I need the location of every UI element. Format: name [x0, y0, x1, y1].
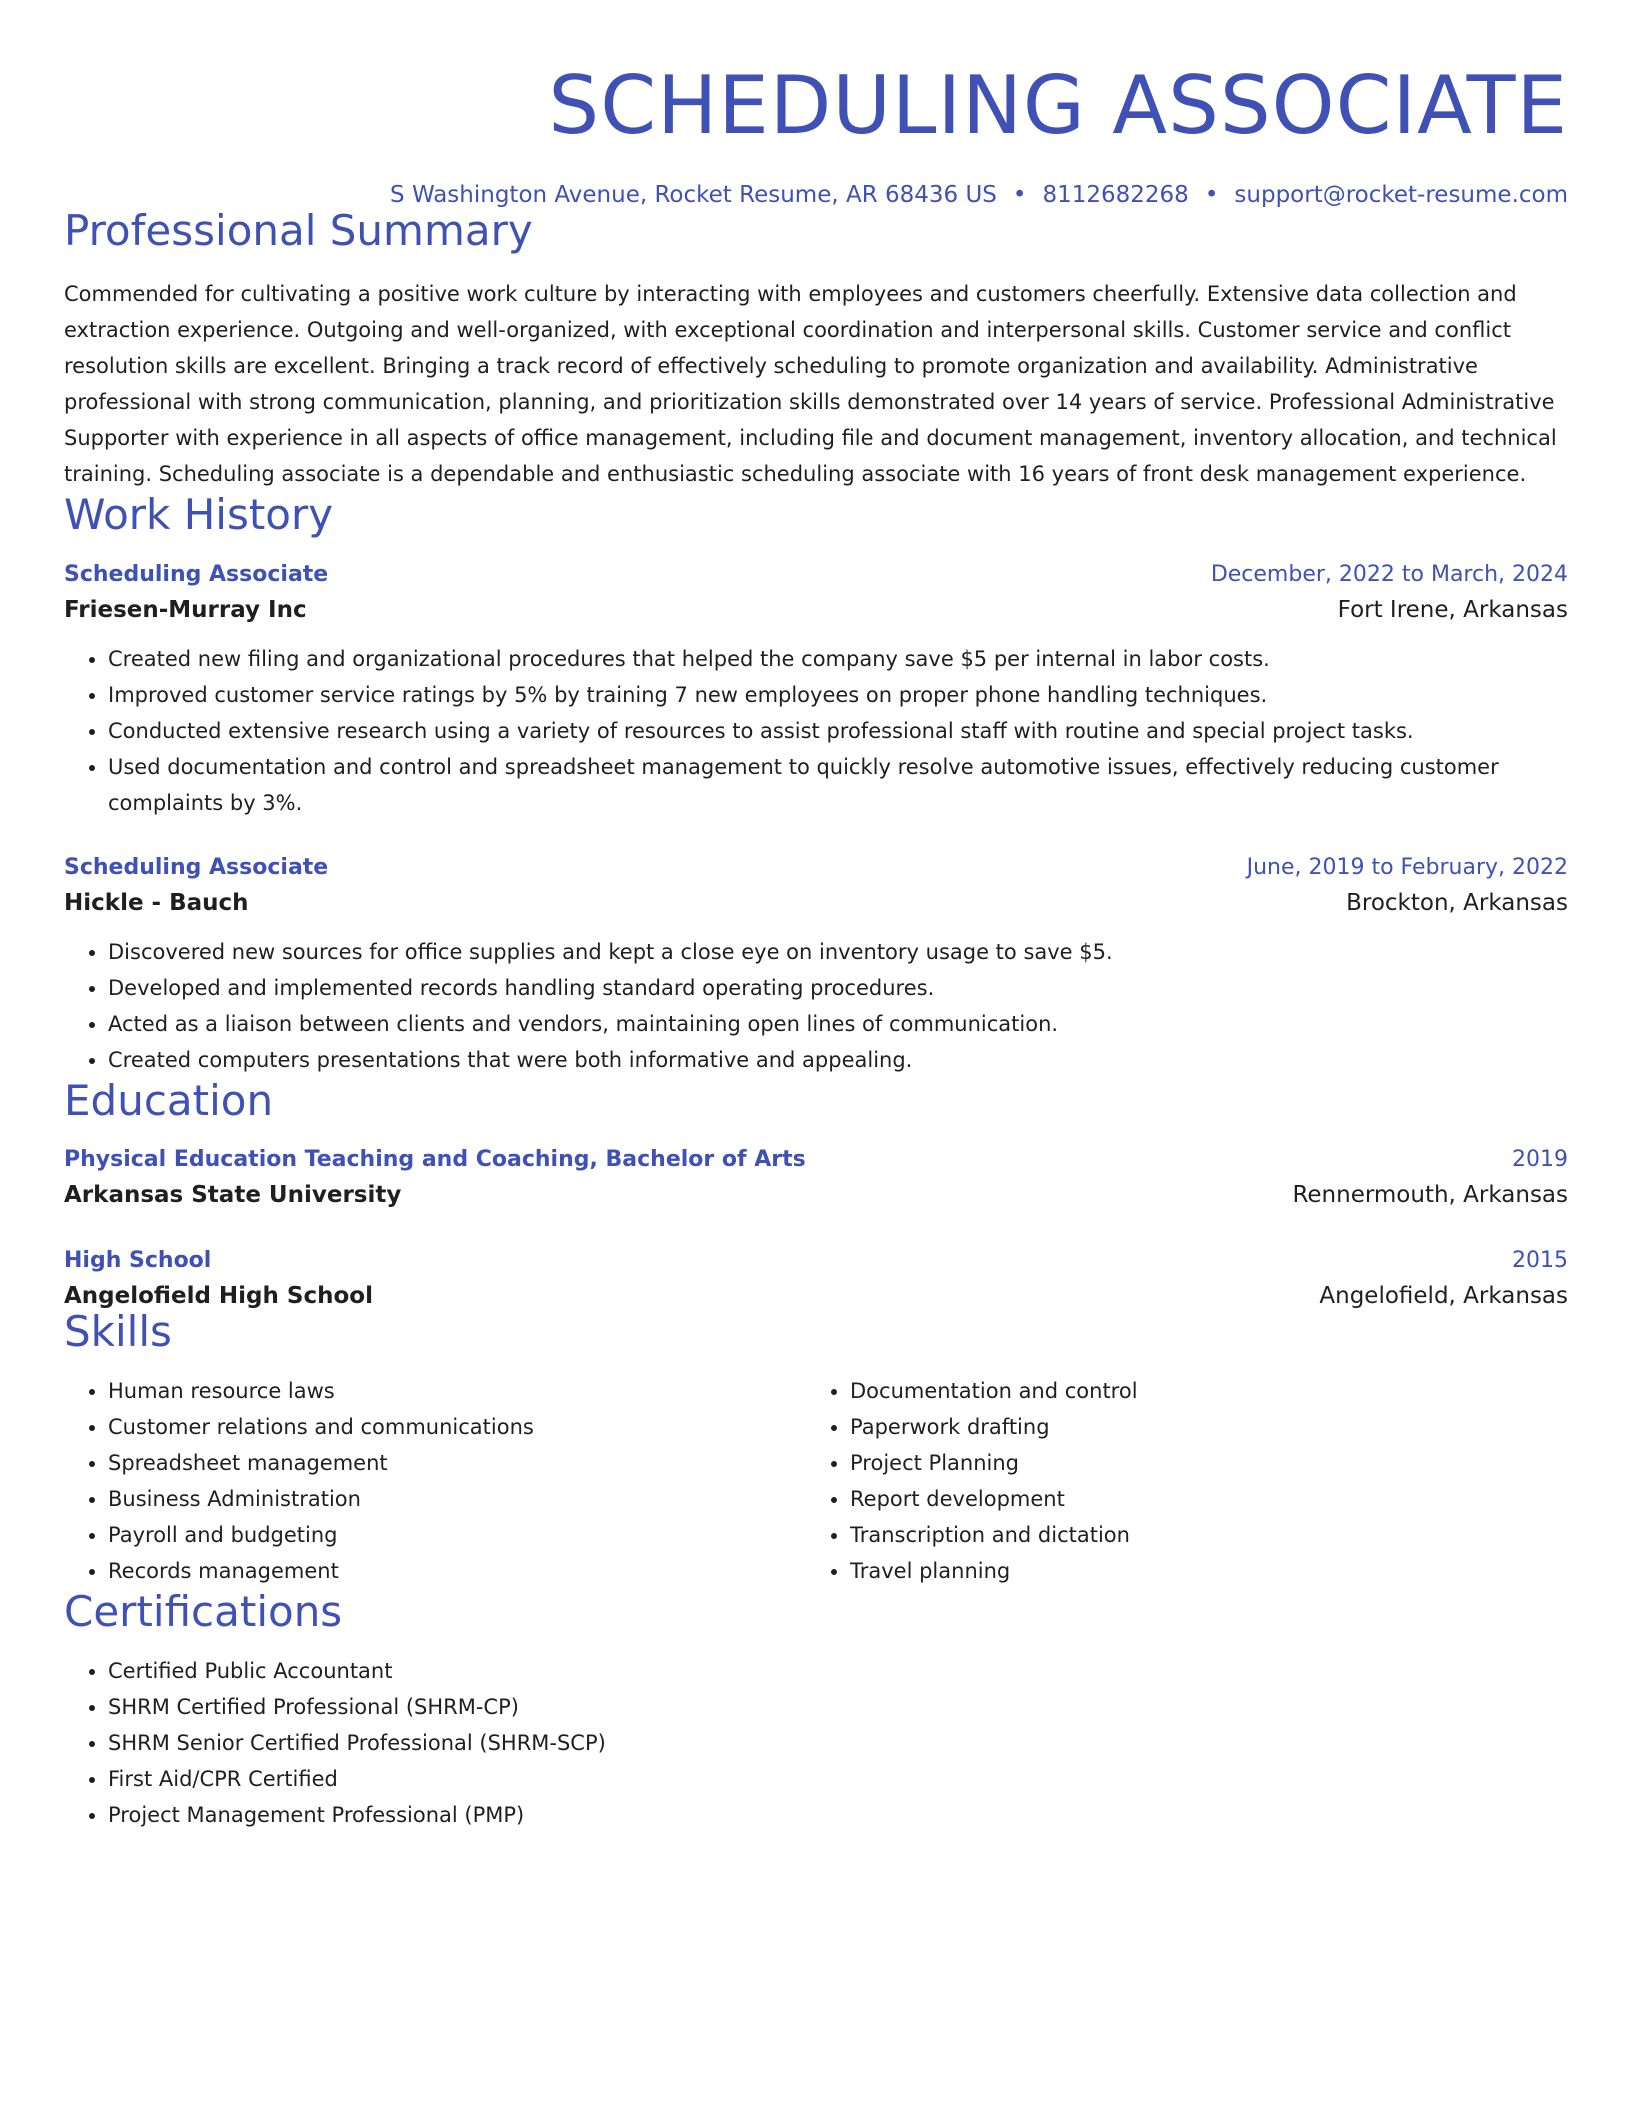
list-item: • SHRM Certified Professional (SHRM-CP): [108, 1689, 1568, 1725]
job-dates: December, 2022 to March, 2024: [1210, 562, 1568, 588]
education-location: Rennermouth, Arkansas: [1292, 1181, 1568, 1208]
job-entry: [64, 855, 1568, 1078]
job-company: Hickle - Bauch: [64, 890, 249, 917]
education-entry: [64, 1147, 1568, 1208]
contact-separator: •: [1012, 182, 1027, 208]
job-entry: [64, 562, 1568, 821]
contact-phone: 8112682268: [1042, 182, 1189, 208]
certifications-list: [64, 1653, 1568, 1833]
job-bullets: [64, 934, 1568, 1078]
education-school: Angelofield High School: [64, 1282, 373, 1309]
list-item: • Acted as a liaison between clients and vendors, maintaining open lines of communication.: [108, 1006, 1568, 1042]
job-dates: June, 2019 to February, 2022: [1246, 855, 1568, 881]
list-item: • Report development: [850, 1481, 1568, 1517]
contact-separator: •: [1204, 182, 1219, 208]
certifications-heading: Certifications: [64, 1586, 343, 1636]
list-item: • Discovered new sources for office supplies and kept a close eye on inventory usage to save $5.: [108, 934, 1568, 970]
skills-column-left: [64, 1373, 826, 1589]
list-item: • Conducted extensive research using a variety of resources to assist professional staff with routine and special project tasks.: [108, 713, 1568, 749]
list-item: • SHRM Senior Certified Professional (SHRM-SCP): [108, 1725, 1568, 1761]
education-degree: High School: [64, 1247, 212, 1273]
list-item: • Human resource laws: [108, 1373, 826, 1409]
job-title: Scheduling Associate: [64, 855, 329, 881]
job-bullets: [64, 641, 1568, 821]
skills-heading: Skills: [64, 1306, 172, 1356]
list-item: • Created new filing and organizational procedures that helped the company save $5 per internal in labor costs.: [108, 641, 1568, 677]
page-title: SCHEDULING ASSOCIATE: [548, 59, 1568, 152]
summary-heading: Professional Summary: [64, 206, 533, 255]
education-year: 2019: [1512, 1146, 1568, 1172]
contact-line: [64, 182, 1568, 208]
list-item: • Created computers presentations that were both informative and appealing.: [108, 1042, 1568, 1078]
list-item: • Used documentation and control and spreadsheet management to quickly resolve automotive issues, effectively reducing customer complaints by 3%.: [108, 749, 1568, 821]
education-year: 2015: [1512, 1247, 1568, 1273]
list-item: • Documentation and control: [850, 1373, 1568, 1409]
contact-address: S Washington Avenue, Rocket Resume, AR 68436 US: [390, 182, 997, 208]
list-item: • Travel planning: [850, 1553, 1568, 1589]
job-company: Friesen-Murray Inc: [64, 597, 307, 624]
list-item: • Developed and implemented records handling standard operating procedures.: [108, 970, 1568, 1006]
education-degree: Physical Education Teaching and Coaching, Bachelor of Arts: [64, 1146, 806, 1172]
list-item: • Project Planning: [850, 1445, 1568, 1481]
list-item: • Paperwork drafting: [850, 1409, 1568, 1445]
list-item: • Customer relations and communications: [108, 1409, 826, 1445]
list-item: • Transcription and dictation: [850, 1517, 1568, 1553]
job-location: Brockton, Arkansas: [1346, 890, 1568, 917]
job-location: Fort Irene, Arkansas: [1337, 597, 1568, 624]
job-title: Scheduling Associate: [64, 562, 329, 588]
skills-column-right: [826, 1373, 1568, 1589]
list-item: • Business Administration: [108, 1481, 826, 1517]
education-entry: [64, 1248, 1568, 1309]
list-item: • Records management: [108, 1553, 826, 1589]
education-heading: Education: [64, 1076, 274, 1126]
education-location: Angelofield, Arkansas: [1319, 1282, 1568, 1309]
summary-text: Commended for cultivating a positive work culture by interacting with employees and customers cheerfully. Extensive data collection and extraction experience. Outgoing and well-organized, with exceptional coordination and interpersonal skills. Customer service and conflict resolution skills are excellent. Bringing a track record of effectively scheduling to promote organization and availability. Administrative professional with strong communication, planning, and prioritization skills demonstrated over 14 years of service. Professional Administrative Supporter with experience in all aspects of office management, including file and document management, inventory allocation, and technical training. Scheduling associate is a dependable and enthusiastic scheduling associate with 16 years of front desk management experience.: [64, 282, 1557, 487]
list-item: • Certified Public Accountant: [108, 1653, 1568, 1689]
skills-list: [64, 1355, 1568, 1589]
list-item: • First Aid/CPR Certified: [108, 1761, 1568, 1797]
list-item: • Spreadsheet management: [108, 1445, 826, 1481]
list-item: • Project Management Professional (PMP): [108, 1797, 1568, 1833]
education-school: Arkansas State University: [64, 1181, 402, 1208]
list-item: • Improved customer service ratings by 5% by training 7 new employees on proper phone handling techniques.: [108, 677, 1568, 713]
contact-email[interactable]: support@rocket-resume.com: [1234, 182, 1568, 208]
work-history-heading: Work History: [64, 490, 334, 540]
list-item: • Payroll and budgeting: [108, 1517, 826, 1553]
